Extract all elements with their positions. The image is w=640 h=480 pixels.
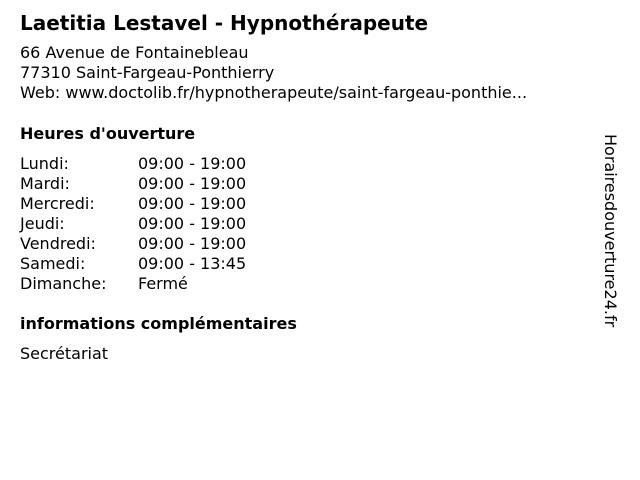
site-watermark: Horairesdouverture24.fr	[601, 134, 620, 328]
website-link[interactable]: Web: www.doctolib.fr/hypnotherapeute/saint-fargeau-ponthie...	[20, 83, 528, 102]
hours-row-saturday	[20, 254, 246, 274]
hours-day: Lundi:	[20, 154, 69, 173]
hours-time: 09:00 - 19:00	[138, 234, 247, 253]
hours-day: Jeudi:	[20, 214, 65, 233]
hours-row-thursday	[20, 214, 246, 234]
hours-day: Vendredi:	[20, 234, 96, 253]
hours-day: Mercredi:	[20, 194, 95, 213]
page-title: Laetitia Lestavel - Hypnothérapeute	[20, 11, 429, 35]
hours-time: 09:00 - 19:00	[138, 174, 247, 193]
hours-time: Fermé	[138, 274, 188, 293]
hours-row-monday	[20, 154, 246, 174]
opening-hours-heading: Heures d'ouverture	[20, 124, 196, 143]
hours-day: Mardi:	[20, 174, 70, 193]
hours-time: 09:00 - 19:00	[138, 194, 247, 213]
address-block	[20, 43, 527, 103]
hours-time: 09:00 - 19:00	[138, 154, 247, 173]
hours-day: Samedi:	[20, 254, 86, 273]
hours-row-sunday	[20, 274, 246, 294]
hours-time: 09:00 - 19:00	[138, 214, 247, 233]
additional-info-heading: informations complémentaires	[20, 314, 297, 333]
hours-time: 09:00 - 13:45	[138, 254, 247, 273]
address-city: 77310 Saint-Fargeau-Ponthierry	[20, 63, 275, 82]
additional-info-text: Secrétariat	[20, 344, 109, 363]
hours-row-wednesday	[20, 194, 246, 214]
hours-day: Dimanche:	[20, 274, 107, 293]
opening-hours-table	[20, 154, 246, 294]
hours-row-friday	[20, 234, 246, 254]
address-street: 66 Avenue de Fontainebleau	[20, 43, 249, 62]
hours-row-tuesday	[20, 174, 246, 194]
